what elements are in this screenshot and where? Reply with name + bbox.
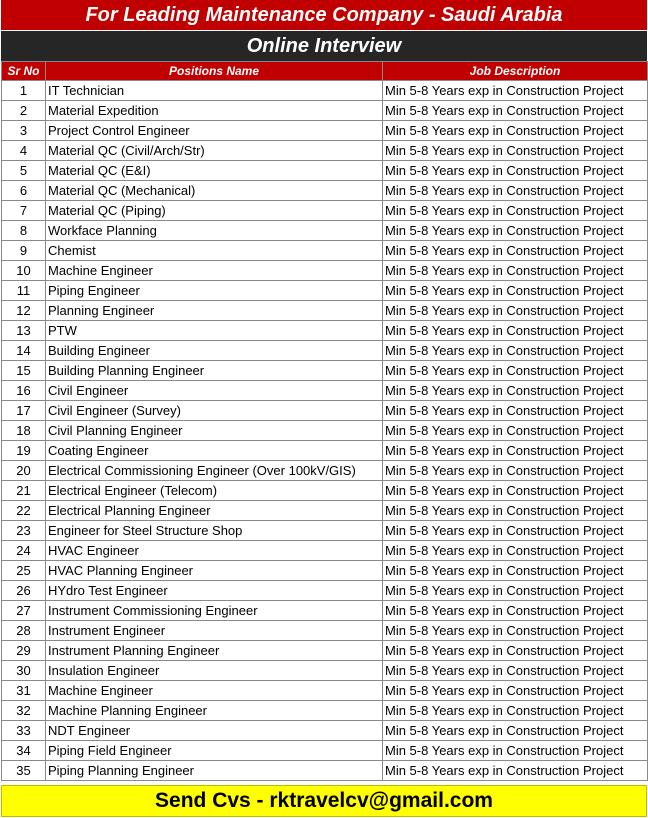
sr-number-cell: 10 xyxy=(2,261,46,281)
sr-number-cell: 34 xyxy=(2,741,46,761)
job-listing-sheet xyxy=(1,0,647,812)
job-description-cell: Min 5-8 Years exp in Construction Project xyxy=(383,81,648,101)
job-description-cell: Min 5-8 Years exp in Construction Project xyxy=(383,481,648,501)
table-row xyxy=(2,761,648,781)
table-row xyxy=(2,541,648,561)
position-name-cell: Civil Planning Engineer xyxy=(46,421,383,441)
job-description-cell: Min 5-8 Years exp in Construction Project xyxy=(383,661,648,681)
table-row xyxy=(2,261,648,281)
table-row xyxy=(2,621,648,641)
position-name-cell: Insulation Engineer xyxy=(46,661,383,681)
position-name-cell: Material Expedition xyxy=(46,101,383,121)
position-name-cell: Instrument Engineer xyxy=(46,621,383,641)
table-row xyxy=(2,281,648,301)
position-name-cell: Electrical Engineer (Telecom) xyxy=(46,481,383,501)
job-description-cell: Min 5-8 Years exp in Construction Project xyxy=(383,461,648,481)
job-description-cell: Min 5-8 Years exp in Construction Project xyxy=(383,341,648,361)
job-description-cell: Min 5-8 Years exp in Construction Project xyxy=(383,721,648,741)
job-description-cell: Min 5-8 Years exp in Construction Project xyxy=(383,101,648,121)
table-row xyxy=(2,441,648,461)
table-row xyxy=(2,581,648,601)
sr-number-cell: 30 xyxy=(2,661,46,681)
table-row xyxy=(2,321,648,341)
sr-number-cell: 32 xyxy=(2,701,46,721)
job-description-cell: Min 5-8 Years exp in Construction Project xyxy=(383,601,648,621)
sr-number-cell: 29 xyxy=(2,641,46,661)
table-row xyxy=(2,501,648,521)
job-description-cell: Min 5-8 Years exp in Construction Project xyxy=(383,581,648,601)
position-name-cell: Building Planning Engineer xyxy=(46,361,383,381)
sr-number-cell: 9 xyxy=(2,241,46,261)
sr-number-cell: 4 xyxy=(2,141,46,161)
sr-number-cell: 22 xyxy=(2,501,46,521)
sr-number-cell: 13 xyxy=(2,321,46,341)
job-description-cell: Min 5-8 Years exp in Construction Project xyxy=(383,121,648,141)
position-name-cell: Machine Engineer xyxy=(46,681,383,701)
position-name-cell: Civil Engineer xyxy=(46,381,383,401)
job-description-cell: Min 5-8 Years exp in Construction Project xyxy=(383,441,648,461)
job-description-cell: Min 5-8 Years exp in Construction Project xyxy=(383,701,648,721)
sr-number-cell: 18 xyxy=(2,421,46,441)
table-row xyxy=(2,601,648,621)
table-row xyxy=(2,141,648,161)
table-row xyxy=(2,681,648,701)
sr-number-cell: 14 xyxy=(2,341,46,361)
page-subtitle: Online Interview xyxy=(1,31,647,61)
sr-number-cell: 25 xyxy=(2,561,46,581)
table-row xyxy=(2,561,648,581)
job-description-cell: Min 5-8 Years exp in Construction Project xyxy=(383,501,648,521)
column-header-sr-no: Sr No xyxy=(2,62,46,81)
table-row xyxy=(2,201,648,221)
position-name-cell: Material QC (Civil/Arch/Str) xyxy=(46,141,383,161)
sr-number-cell: 20 xyxy=(2,461,46,481)
job-description-cell: Min 5-8 Years exp in Construction Project xyxy=(383,361,648,381)
sr-number-cell: 6 xyxy=(2,181,46,201)
job-description-cell: Min 5-8 Years exp in Construction Project xyxy=(383,261,648,281)
column-header-job-description: Job Description xyxy=(383,62,648,81)
job-description-cell: Min 5-8 Years exp in Construction Project xyxy=(383,761,648,781)
sr-number-cell: 28 xyxy=(2,621,46,641)
position-name-cell: Machine Planning Engineer xyxy=(46,701,383,721)
job-description-cell: Min 5-8 Years exp in Construction Project xyxy=(383,561,648,581)
job-description-cell: Min 5-8 Years exp in Construction Project xyxy=(383,381,648,401)
sr-number-cell: 16 xyxy=(2,381,46,401)
header-row xyxy=(2,62,648,81)
table-row xyxy=(2,301,648,321)
table-row xyxy=(2,721,648,741)
position-name-cell: Material QC (E&I) xyxy=(46,161,383,181)
job-description-cell: Min 5-8 Years exp in Construction Project xyxy=(383,301,648,321)
job-description-cell: Min 5-8 Years exp in Construction Project xyxy=(383,541,648,561)
job-description-cell: Min 5-8 Years exp in Construction Project xyxy=(383,621,648,641)
table-row xyxy=(2,421,648,441)
table-row xyxy=(2,121,648,141)
page-title: For Leading Maintenance Company - Saudi Arabia xyxy=(1,0,647,31)
position-name-cell: HVAC Engineer xyxy=(46,541,383,561)
position-name-cell: Workface Planning xyxy=(46,221,383,241)
sr-number-cell: 15 xyxy=(2,361,46,381)
position-name-cell: NDT Engineer xyxy=(46,721,383,741)
position-name-cell: Piping Planning Engineer xyxy=(46,761,383,781)
sr-number-cell: 35 xyxy=(2,761,46,781)
position-name-cell: Chemist xyxy=(46,241,383,261)
job-description-cell: Min 5-8 Years exp in Construction Project xyxy=(383,281,648,301)
table-row xyxy=(2,741,648,761)
job-description-cell: Min 5-8 Years exp in Construction Project xyxy=(383,241,648,261)
position-name-cell: Electrical Planning Engineer xyxy=(46,501,383,521)
sr-number-cell: 8 xyxy=(2,221,46,241)
table-row xyxy=(2,461,648,481)
job-description-cell: Min 5-8 Years exp in Construction Project xyxy=(383,221,648,241)
sr-number-cell: 12 xyxy=(2,301,46,321)
sr-number-cell: 33 xyxy=(2,721,46,741)
sr-number-cell: 1 xyxy=(2,81,46,101)
job-description-cell: Min 5-8 Years exp in Construction Project xyxy=(383,641,648,661)
position-name-cell: Material QC (Piping) xyxy=(46,201,383,221)
position-name-cell: HVAC Planning Engineer xyxy=(46,561,383,581)
table-row xyxy=(2,381,648,401)
table-row xyxy=(2,641,648,661)
contact-footer: Send Cvs - rktravelcv@gmail.com xyxy=(1,785,647,817)
position-name-cell: Engineer for Steel Structure Shop xyxy=(46,521,383,541)
sr-number-cell: 21 xyxy=(2,481,46,501)
table-body xyxy=(2,81,648,781)
job-description-cell: Min 5-8 Years exp in Construction Project xyxy=(383,401,648,421)
table-row xyxy=(2,701,648,721)
position-name-cell: PTW xyxy=(46,321,383,341)
job-description-cell: Min 5-8 Years exp in Construction Project xyxy=(383,521,648,541)
sr-number-cell: 31 xyxy=(2,681,46,701)
table-row xyxy=(2,81,648,101)
position-name-cell: Piping Field Engineer xyxy=(46,741,383,761)
sr-number-cell: 23 xyxy=(2,521,46,541)
table-row xyxy=(2,661,648,681)
table-header xyxy=(2,62,648,81)
sr-number-cell: 17 xyxy=(2,401,46,421)
table-row xyxy=(2,341,648,361)
position-name-cell: Piping Engineer xyxy=(46,281,383,301)
job-description-cell: Min 5-8 Years exp in Construction Project xyxy=(383,741,648,761)
job-description-cell: Min 5-8 Years exp in Construction Project xyxy=(383,321,648,341)
table-row xyxy=(2,101,648,121)
position-name-cell: Instrument Commissioning Engineer xyxy=(46,601,383,621)
table-row xyxy=(2,361,648,381)
position-name-cell: Project Control Engineer xyxy=(46,121,383,141)
job-description-cell: Min 5-8 Years exp in Construction Project xyxy=(383,681,648,701)
table-row xyxy=(2,481,648,501)
position-name-cell: Instrument Planning Engineer xyxy=(46,641,383,661)
sr-number-cell: 19 xyxy=(2,441,46,461)
sr-number-cell: 24 xyxy=(2,541,46,561)
sr-number-cell: 27 xyxy=(2,601,46,621)
table-row xyxy=(2,161,648,181)
sr-number-cell: 5 xyxy=(2,161,46,181)
table-row xyxy=(2,241,648,261)
sr-number-cell: 11 xyxy=(2,281,46,301)
table-row xyxy=(2,401,648,421)
position-name-cell: Planning Engineer xyxy=(46,301,383,321)
job-description-cell: Min 5-8 Years exp in Construction Project xyxy=(383,421,648,441)
table-row xyxy=(2,181,648,201)
job-description-cell: Min 5-8 Years exp in Construction Project xyxy=(383,161,648,181)
job-description-cell: Min 5-8 Years exp in Construction Project xyxy=(383,181,648,201)
table-row xyxy=(2,221,648,241)
positions-table xyxy=(1,61,648,781)
position-name-cell: Material QC (Mechanical) xyxy=(46,181,383,201)
position-name-cell: Building Engineer xyxy=(46,341,383,361)
sr-number-cell: 7 xyxy=(2,201,46,221)
job-description-cell: Min 5-8 Years exp in Construction Project xyxy=(383,201,648,221)
position-name-cell: Electrical Commissioning Engineer (Over 100kV/GIS) xyxy=(46,461,383,481)
position-name-cell: Civil Engineer (Survey) xyxy=(46,401,383,421)
table-row xyxy=(2,521,648,541)
position-name-cell: HYdro Test Engineer xyxy=(46,581,383,601)
job-description-cell: Min 5-8 Years exp in Construction Project xyxy=(383,141,648,161)
sr-number-cell: 2 xyxy=(2,101,46,121)
sr-number-cell: 3 xyxy=(2,121,46,141)
sr-number-cell: 26 xyxy=(2,581,46,601)
position-name-cell: Coating Engineer xyxy=(46,441,383,461)
column-header-positions-name: Positions Name xyxy=(46,62,383,81)
position-name-cell: Machine Engineer xyxy=(46,261,383,281)
position-name-cell: IT Technician xyxy=(46,81,383,101)
